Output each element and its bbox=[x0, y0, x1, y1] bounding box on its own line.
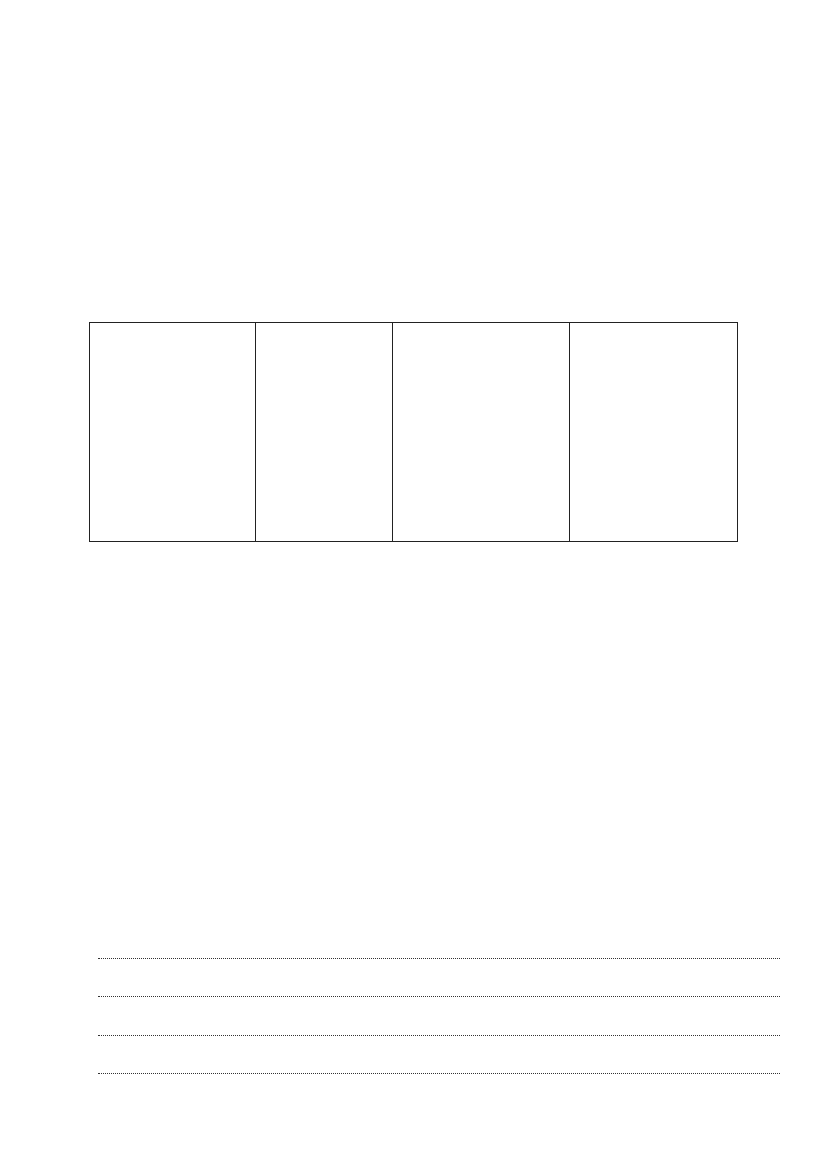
sorting-table bbox=[89, 322, 738, 542]
table-header-row bbox=[90, 323, 738, 542]
answer-line[interactable] bbox=[98, 958, 780, 959]
column-header-sports bbox=[570, 323, 738, 542]
column-header-jobs bbox=[255, 323, 392, 542]
answer-line[interactable] bbox=[98, 996, 780, 997]
answer-line[interactable] bbox=[98, 1035, 780, 1036]
page-title bbox=[140, 58, 740, 148]
answer-line[interactable] bbox=[98, 1073, 780, 1074]
section3-heading bbox=[98, 716, 738, 717]
column-header-countries bbox=[90, 323, 256, 542]
column-header-food-and-drinks bbox=[392, 323, 570, 542]
